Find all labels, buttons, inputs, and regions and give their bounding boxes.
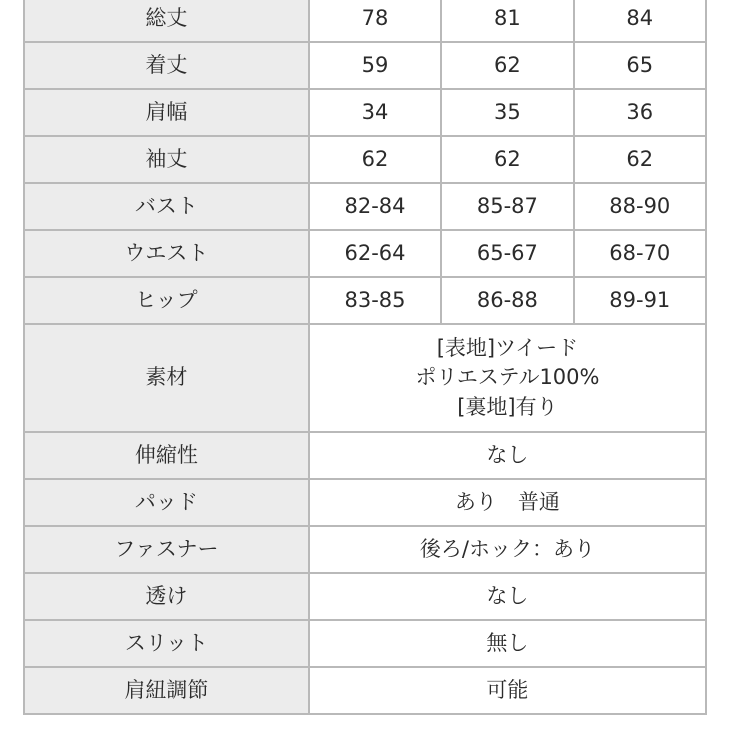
material-line: ポリエステル100% [415, 365, 600, 390]
table-row [24, 432, 706, 479]
cell-value: なし [309, 432, 706, 479]
cell-value: 59 [309, 42, 441, 89]
cell-value: 83-85 [309, 277, 441, 324]
cell-value: 62 [441, 136, 573, 183]
table-row [24, 42, 706, 89]
cell-value: 89-91 [574, 277, 706, 324]
row-label-sheer: 透け [24, 573, 309, 620]
table-row [24, 0, 706, 42]
row-label-strap-adjust: 肩紐調節 [24, 667, 309, 714]
row-label-total-length: 総丈 [24, 0, 309, 42]
cell-value: 無し [309, 620, 706, 667]
row-label-waist: ウエスト [24, 230, 309, 277]
cell-value: 68-70 [574, 230, 706, 277]
table-row [24, 526, 706, 573]
material-line: [裏地]有り [457, 394, 558, 419]
cell-value: なし [309, 573, 706, 620]
cell-value: 65 [574, 42, 706, 89]
cell-value: 85-87 [441, 183, 573, 230]
row-label-zipper: ファスナー [24, 526, 309, 573]
table-row [24, 136, 706, 183]
cell-value: 62 [309, 136, 441, 183]
cell-value: 82-84 [309, 183, 441, 230]
row-label-sleeve: 袖丈 [24, 136, 309, 183]
cell-value: 62 [574, 136, 706, 183]
row-label-slit: スリット [24, 620, 309, 667]
size-spec-table [23, 0, 707, 715]
cell-value: 可能 [309, 667, 706, 714]
cell-value: 84 [574, 0, 706, 42]
cell-value: あり 普通 [309, 479, 706, 526]
material-cell [309, 324, 706, 432]
table-row [24, 230, 706, 277]
cell-value: 36 [574, 89, 706, 136]
table-row [24, 89, 706, 136]
cell-value: 88-90 [574, 183, 706, 230]
row-label-shoulder: 肩幅 [24, 89, 309, 136]
table-row [24, 479, 706, 526]
row-label-material: 素材 [24, 324, 309, 432]
material-line: [表地]ツイード [436, 335, 579, 360]
cell-value: 65-67 [441, 230, 573, 277]
row-label-length: 着丈 [24, 42, 309, 89]
cell-value: 86-88 [441, 277, 573, 324]
table-row [24, 573, 706, 620]
row-label-hip: ヒップ [24, 277, 309, 324]
cell-value: 81 [441, 0, 573, 42]
row-label-stretch: 伸縮性 [24, 432, 309, 479]
cell-value: 後ろ/ホック：あり [309, 526, 706, 573]
cell-value: 78 [309, 0, 441, 42]
row-label-pad: パッド [24, 479, 309, 526]
table-row [24, 620, 706, 667]
table-row [24, 324, 706, 432]
cell-value: 34 [309, 89, 441, 136]
cell-value: 62 [441, 42, 573, 89]
table-row [24, 667, 706, 714]
cell-value: 35 [441, 89, 573, 136]
table-row [24, 277, 706, 324]
table-row [24, 183, 706, 230]
cell-value: 62-64 [309, 230, 441, 277]
size-spec-table-container [23, 0, 707, 715]
row-label-bust: バスト [24, 183, 309, 230]
